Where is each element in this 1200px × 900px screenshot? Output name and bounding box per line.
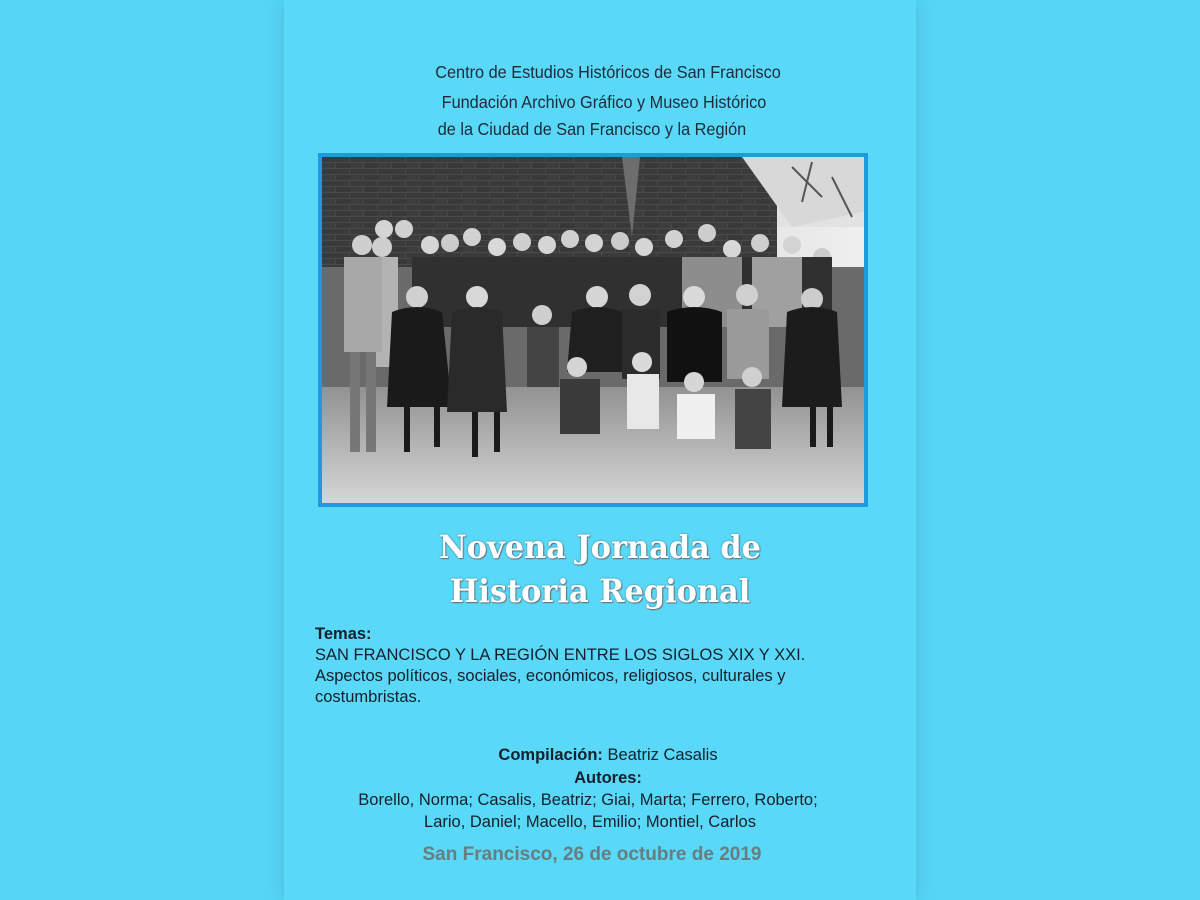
institution-line-1: Centro de Estudios Históricos de San Francisco [435, 62, 781, 82]
authors-line-1: Borello, Norma; Casalis, Beatriz; Giai, Marta; Ferrero, Roberto; [358, 791, 818, 809]
topics-block [315, 624, 895, 708]
institution-line-2: Fundación Archivo Gráfico y Museo Histórico [441, 92, 767, 112]
compilation-value: Beatriz Casalis [607, 746, 718, 764]
main-title-line-2: Historia Regional [449, 572, 751, 610]
institution-line-3: de la Ciudad de San Francisco y la Región [437, 119, 747, 139]
authors-line-2: Lario, Daniel; Macello, Emilio; Montiel, Carlos [424, 813, 756, 831]
topics-label: Temas: [315, 625, 372, 643]
main-title-line-1: Novena Jornada de [438, 528, 762, 566]
book-cover [284, 0, 916, 900]
group-photo [322, 157, 864, 503]
topics-line-2: Aspectos políticos, sociales, económicos, religiosos, culturales y [315, 667, 786, 685]
photo-frame [318, 153, 868, 507]
place-date: San Francisco, 26 de octubre de 2019 [422, 844, 762, 865]
authors-label: Autores: [574, 769, 642, 787]
topics-line-3: costumbristas. [315, 688, 422, 706]
topics-line-1: SAN FRANCISCO Y LA REGIÓN ENTRE LOS SIGLOS XIX Y XXI. [315, 646, 806, 664]
compilation-line [292, 744, 924, 767]
compilation-label: Compilación: [498, 746, 603, 764]
